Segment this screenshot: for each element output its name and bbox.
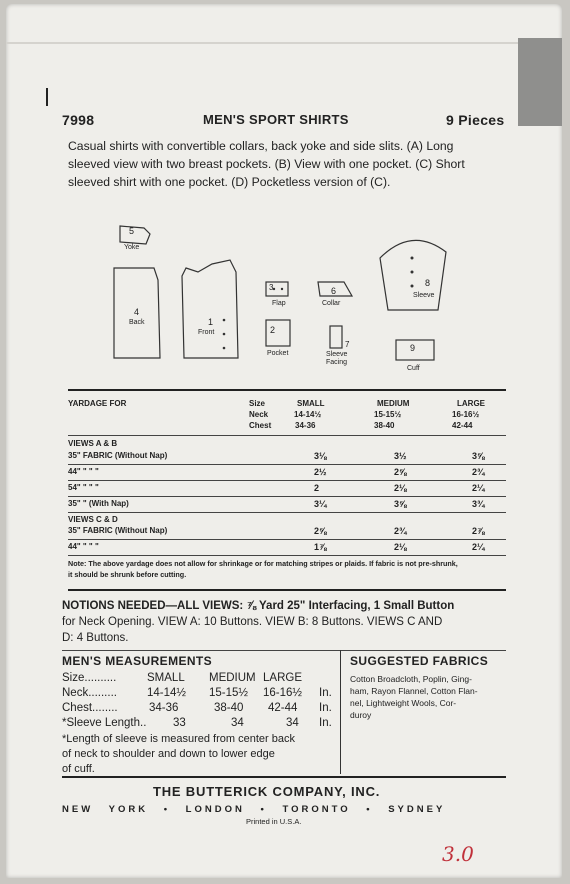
pattern-envelope-back [6,4,562,878]
fabric-label: 54" " " " [68,483,99,492]
piece-label: Sleeve [413,292,435,299]
piece-number: 6 [331,286,337,296]
pattern-number: 7998 [62,112,95,128]
size-large-neck: 16-16½ [452,410,480,419]
yardage-value: 2⅛ [394,483,407,493]
yardage-value: 2⅝ [394,467,407,477]
measure-value: MEDIUM [209,672,256,684]
measure-unit: In. [319,702,332,714]
size-label: Size [249,399,266,408]
measure-footnote: of neck to shoulder and down to lower edge [62,748,275,760]
table-rule [68,464,506,465]
yardage-value: 2½ [314,467,327,477]
sleeve-facing-piece [330,326,342,348]
notions-line: NOTIONS NEEDED—ALL VIEWS: ⅞ Yard 25" Interfacing, 1 Small Button [62,600,455,612]
measure-label: Neck......... [62,687,117,699]
measure-value: 34 [286,717,299,729]
measure-footnote: of cuff. [62,763,95,775]
neck-label: Neck [249,410,269,419]
piece-label: Cuff [407,365,420,372]
table-rule [68,539,506,540]
front-piece [182,260,238,358]
piece-number: 9 [410,343,416,353]
notions-line: for Neck Opening. VIEW A: 10 Buttons. VIEW B: 8 Buttons. VIEWS C AND [62,616,443,628]
yardage-value: 3¼ [314,499,327,509]
size-medium: MEDIUM [377,399,410,408]
measure-value: 15-15½ [209,687,249,699]
yardage-value: 2¾ [472,467,485,477]
piece-label: Front [198,329,215,336]
yardage-value: 1⅞ [314,542,327,552]
piece-label: Yoke [124,244,140,251]
piece-number: 3 [269,283,274,292]
table-bottom-rule [68,589,506,591]
size-medium-chest: 38-40 [374,421,395,430]
size-small-neck: 14-14½ [294,410,322,419]
yardage-value: 2¼ [472,483,485,493]
size-medium-neck: 15-15½ [374,410,402,419]
table-top-rule [68,389,506,391]
size-small-chest: 34-36 [295,421,316,430]
sleeve-piece [380,240,446,310]
fabric-label: 35" " (With Nap) [68,499,129,508]
measure-label: *Sleeve Length.. [62,717,147,729]
table-rule [68,512,506,513]
table-rule [68,435,506,436]
table-rule [68,480,506,481]
measure-value: 16-16½ [263,687,303,699]
piece-label: Flap [272,300,286,307]
yardage-value: 2⅛ [394,542,407,552]
yardage-value: 2⅞ [472,526,485,536]
fabric-label: 44" " " " [68,542,99,551]
piece-label: Back [129,319,145,326]
yardage-value: 2⅝ [314,526,327,536]
piece-label: Facing [326,359,348,366]
piece-number: 4 [134,307,140,317]
piece-label: Pocket [267,350,289,357]
description-line: sleeved view with two breast pockets. (B) View with one pocket. (C) Short [68,157,465,171]
measure-label: Size.......... [62,672,117,684]
fabric-label: 35" FABRIC (Without Nap) [68,451,168,460]
fabric-line: duroy [350,710,372,720]
notions-line: D: 4 Buttons. [62,632,129,644]
measure-value: SMALL [147,672,185,684]
yardage-value: 2¾ [394,526,407,536]
measure-unit: In. [319,687,332,699]
company-cities: NEW YORK • LONDON • TORONTO • SYDNEY [62,804,446,815]
yardage-value: 3⅝ [472,451,485,461]
size-small: SMALL [297,399,325,408]
yardage-note: it should be shrunk before cutting. [68,570,187,579]
piece-label: Collar [322,300,341,307]
views-cd-heading: VIEWS C & D [68,515,118,524]
description-line: sleeved shirt with one pocket. (D) Pocketless version of (C). [68,175,391,189]
yardage-value: 3⅛ [314,451,327,461]
envelope-gray-tab [518,38,562,126]
yardage-value: 2¼ [472,542,485,552]
yardage-note: Note: The above yardage does not allow for shrinkage or for matching stripes or plaids. If fabric is not pre-shrunk, [68,559,458,568]
pattern-title: MEN'S SPORT SHIRTS [203,112,349,127]
chest-label: Chest [249,421,272,430]
measure-label: Chest........ [62,702,118,714]
section-rule [62,650,506,651]
measure-value: 14-14½ [147,687,187,699]
fabric-label: 35" FABRIC (Without Nap) [68,526,168,535]
footer-rule [62,776,506,778]
measure-footnote: *Length of sleeve is measured from center back [62,733,295,745]
measure-value: 34-36 [149,702,179,714]
fabric-line: nel, Lightweight Wools, Cor- [350,698,457,708]
yardage-value: 3¾ [472,499,485,509]
envelope-flap-edge [6,42,562,44]
description [68,137,516,191]
piece-number: 7 [345,340,350,349]
views-ab-heading: VIEWS A & B [68,439,118,448]
measure-unit: In. [319,717,332,729]
yardage-label: YARDAGE FOR [68,399,127,408]
fabric-line: ham, Rayon Flannel, Cotton Flan- [350,686,478,696]
yardage-value: 2 [314,483,320,493]
measurements-title: MEN'S MEASUREMENTS [62,654,213,668]
handwritten-price: 3.0 [442,842,474,866]
piece-number: 5 [129,226,135,236]
section-divider [340,650,341,774]
piece-label: Sleeve [326,351,348,358]
table-rule [68,496,506,497]
measure-value: LARGE [263,672,302,684]
printed-in: Printed in U.S.A. [246,817,302,826]
piece-count: 9 Pieces [446,112,505,128]
measure-value: 34 [231,717,244,729]
yardage-value: 3⅝ [394,499,407,509]
fabric-label: 44" " " " [68,467,99,476]
size-large-chest: 42-44 [452,421,473,430]
fabrics-title: SUGGESTED FABRICS [350,654,489,668]
measure-value: 42-44 [268,702,298,714]
piece-number: 1 [208,317,214,327]
table-rule [68,555,506,556]
measure-value: 38-40 [214,702,244,714]
company-name: THE BUTTERICK COMPANY, INC. [153,784,381,799]
piece-number: 8 [425,278,431,288]
fabric-line: Cotton Broadcloth, Poplin, Ging- [350,674,472,684]
piece-number: 2 [270,325,276,335]
margin-mark [46,88,48,106]
description-line: Casual shirts with convertible collars, back yoke and side slits. (A) Long [68,139,454,153]
yoke-piece [120,226,150,244]
measure-value: 33 [173,717,186,729]
size-large: LARGE [457,399,485,408]
yardage-value: 3½ [394,451,407,461]
